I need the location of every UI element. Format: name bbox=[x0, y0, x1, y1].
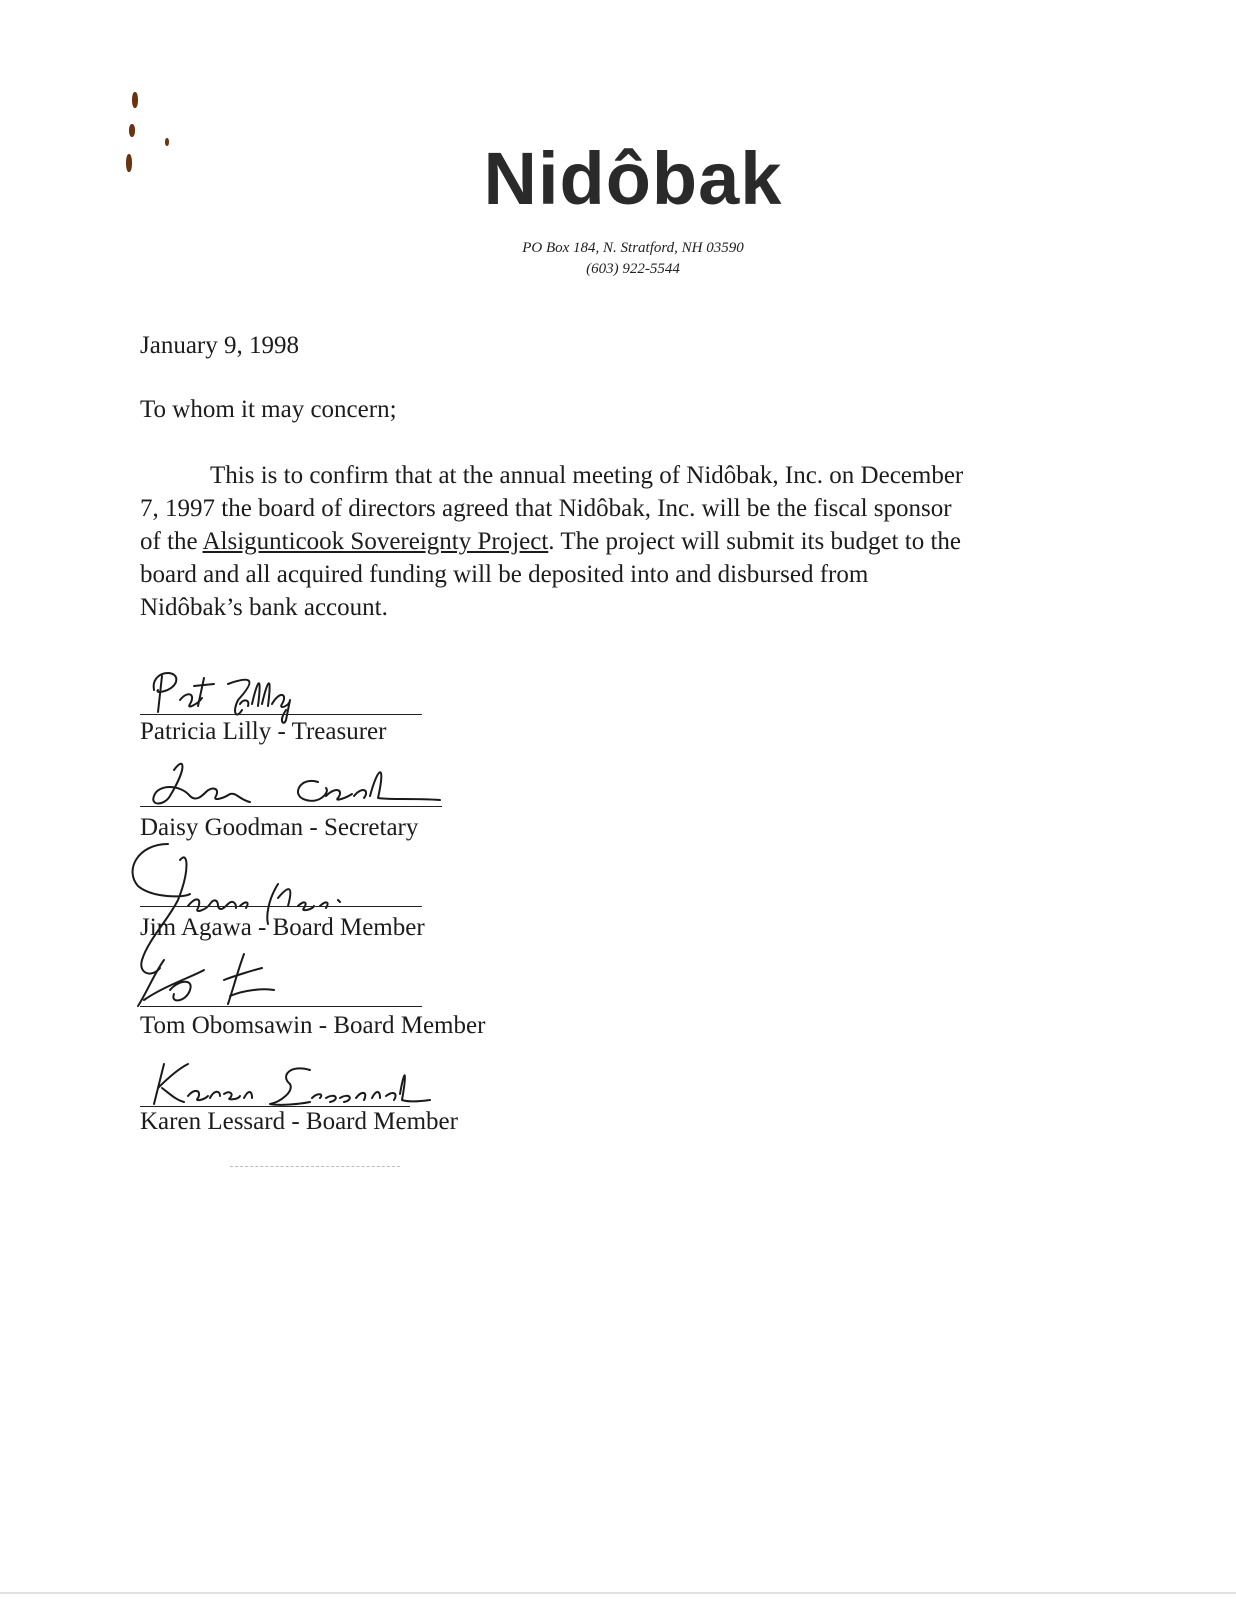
signatory-name: Karen Lessard - Board Member bbox=[140, 1108, 458, 1135]
rust-stain bbox=[132, 92, 138, 108]
signature-line bbox=[140, 1106, 410, 1107]
body-line: Nidôbak’s bank account. bbox=[140, 594, 388, 621]
scan-artifact bbox=[230, 1166, 400, 1167]
scan-edge bbox=[0, 1592, 1236, 1594]
signatory-name: Daisy Goodman - Secretary bbox=[140, 814, 419, 841]
letter-salutation: To whom it may concern; bbox=[140, 396, 397, 423]
signatory-name: Jim Agawa - Board Member bbox=[140, 914, 425, 941]
signature-block-board-member-2 bbox=[140, 950, 530, 1050]
signature-block-board-member-3 bbox=[140, 1050, 500, 1140]
body-line bbox=[140, 525, 1065, 558]
signatory-name: Patricia Lilly - Treasurer bbox=[140, 718, 387, 745]
letterhead-address: PO Box 184, N. Stratford, NH 03590 bbox=[522, 240, 744, 256]
letterhead-logo: Nidôbak bbox=[483, 137, 783, 220]
letter-body bbox=[140, 459, 1065, 624]
signatory-name: Tom Obomsawin - Board Member bbox=[140, 1012, 486, 1039]
project-name: Alsigunticook Sovereignty Project bbox=[202, 528, 549, 555]
signature-block-secretary bbox=[140, 756, 460, 846]
body-line: 7, 1997 the board of directors agreed that Nidôbak, Inc. will be the fiscal sponsor bbox=[140, 495, 952, 522]
signature-block-treasurer bbox=[140, 660, 440, 750]
signature-line bbox=[140, 714, 422, 715]
letterhead-phone: (603) 922-5544 bbox=[586, 261, 680, 277]
body-line-prefix: of the bbox=[140, 528, 203, 555]
signature-line bbox=[140, 906, 422, 907]
body-line-suffix: . The project will submit its budget to the bbox=[548, 528, 961, 555]
letter-date: January 9, 1998 bbox=[140, 332, 299, 359]
signature-block-board-member-1 bbox=[140, 840, 460, 950]
body-line: This is to confirm that at the annual meeting of Nidôbak, Inc. on December bbox=[210, 462, 964, 489]
signature-line bbox=[140, 1006, 422, 1007]
signature-line bbox=[140, 806, 442, 807]
body-line: board and all acquired funding will be deposited into and disbursed from bbox=[140, 561, 869, 588]
handwritten-signature bbox=[134, 950, 434, 1020]
